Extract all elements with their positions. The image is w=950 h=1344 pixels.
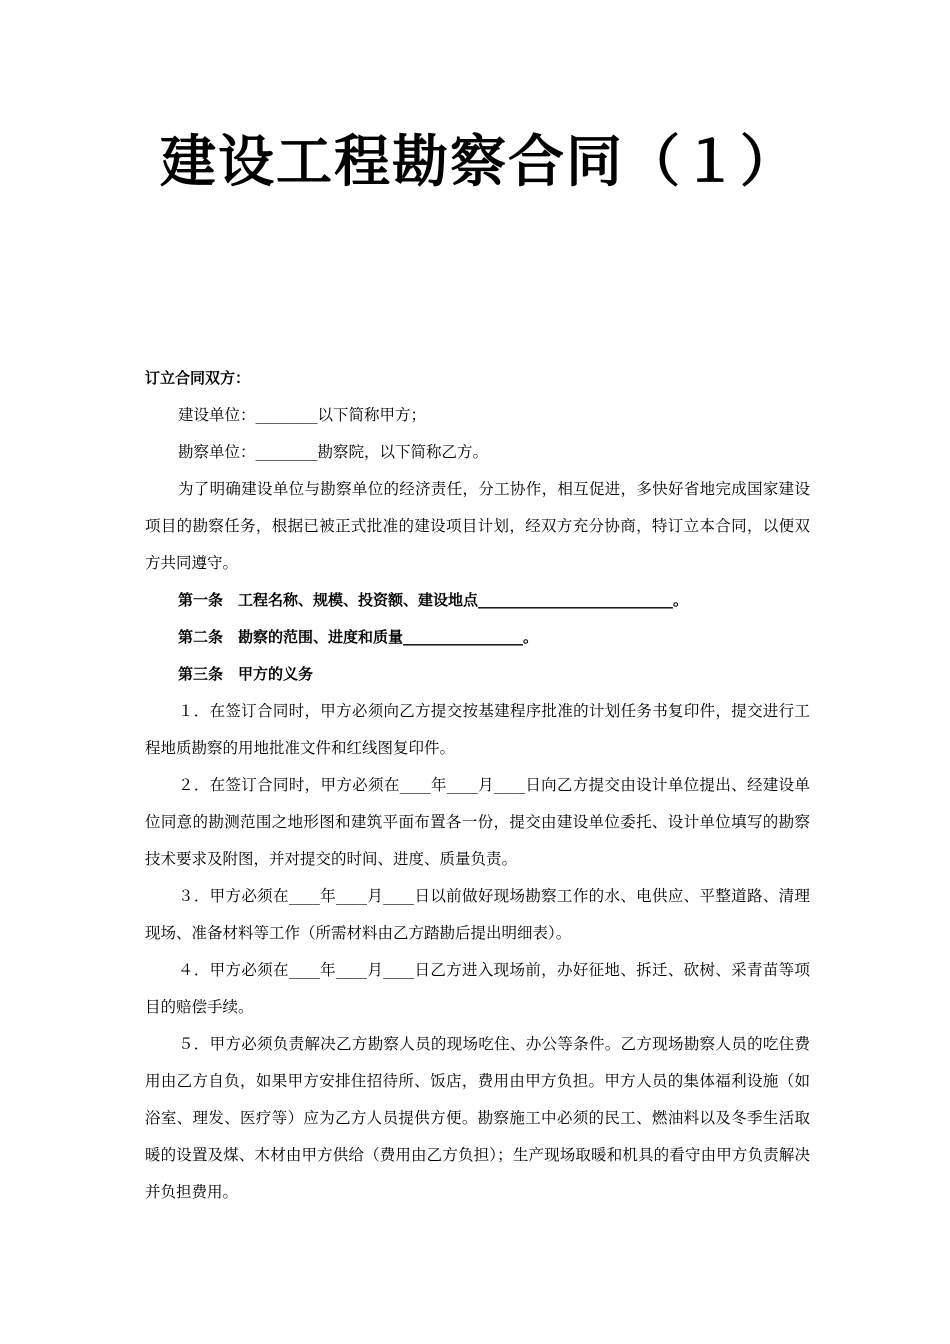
client-line: 建设单位：________以下简称甲方； xyxy=(178,406,427,424)
surveyor-line: 勘察单位：________勘察院，以下简称乙方。 xyxy=(178,443,489,461)
document-title: 建设工程勘察合同（１） xyxy=(160,130,798,195)
item-5: ５．甲方必须负责解决乙方勘察人员的现场吃住、办公等条件。乙方现场勘察人员的吃住费用由乙方自负，如果甲方安排住招待所、饭店，费用由甲方负担。甲方人员的集体福利设施（如浴室、理发、医疗等）应为乙方人员提供方便。勘察施工中必须的民工、燃油料以及冬季生活取暖的设置及煤、木材由甲方供给（费用由乙方负担）；生产现场取暖和机具的看守由甲方负责解决并负担费用。 xyxy=(145,1035,810,1201)
article-2: 第二条 勘察的范围、进度和质量________________。 xyxy=(178,628,539,646)
item-4: ４．甲方必须在____年____月____日乙方进入现场前，办好征地、拆迁、砍树、采青苗等项目的赔偿手续。 xyxy=(145,961,810,1016)
parties-heading: 订立合同双方： xyxy=(145,369,251,387)
article-1: 第一条 工程名称、规模、投资额、建设地点__________________________。 xyxy=(178,591,689,609)
item-1: １．在签订合同时，甲方必须向乙方提交按基建程序批准的计划任务书复印件，提交进行工程地质勘察的用地批准文件和红线图复印件。 xyxy=(145,702,810,757)
intro-paragraph: 为了明确建设单位与勘察单位的经济责任，分工协作，相互促进，多快好省地完成国家建设项目的勘察任务，根据已被正式批准的建设项目计划，经双方充分协商，特订立本合同，以便双方共同遵守。 xyxy=(145,480,810,572)
article-3: 第三条 甲方的义务 xyxy=(178,665,314,683)
item-2: ２．在签订合同时，甲方必须在____年____月____日向乙方提交由设计单位提出、经建设单位同意的勘测范围之地形图和建筑平面布置各一份，提交由建设单位委托、设计单位填写的勘察技术要求及附图，并对提交的时间、进度、质量负责。 xyxy=(145,776,810,868)
document-body xyxy=(145,360,810,1211)
item-3: ３．甲方必须在____年____月____日以前做好现场勘察工作的水、电供应、平整道路、清理现场、准备材料等工作（所需材料由乙方踏勘后提出明细表）。 xyxy=(145,887,810,942)
